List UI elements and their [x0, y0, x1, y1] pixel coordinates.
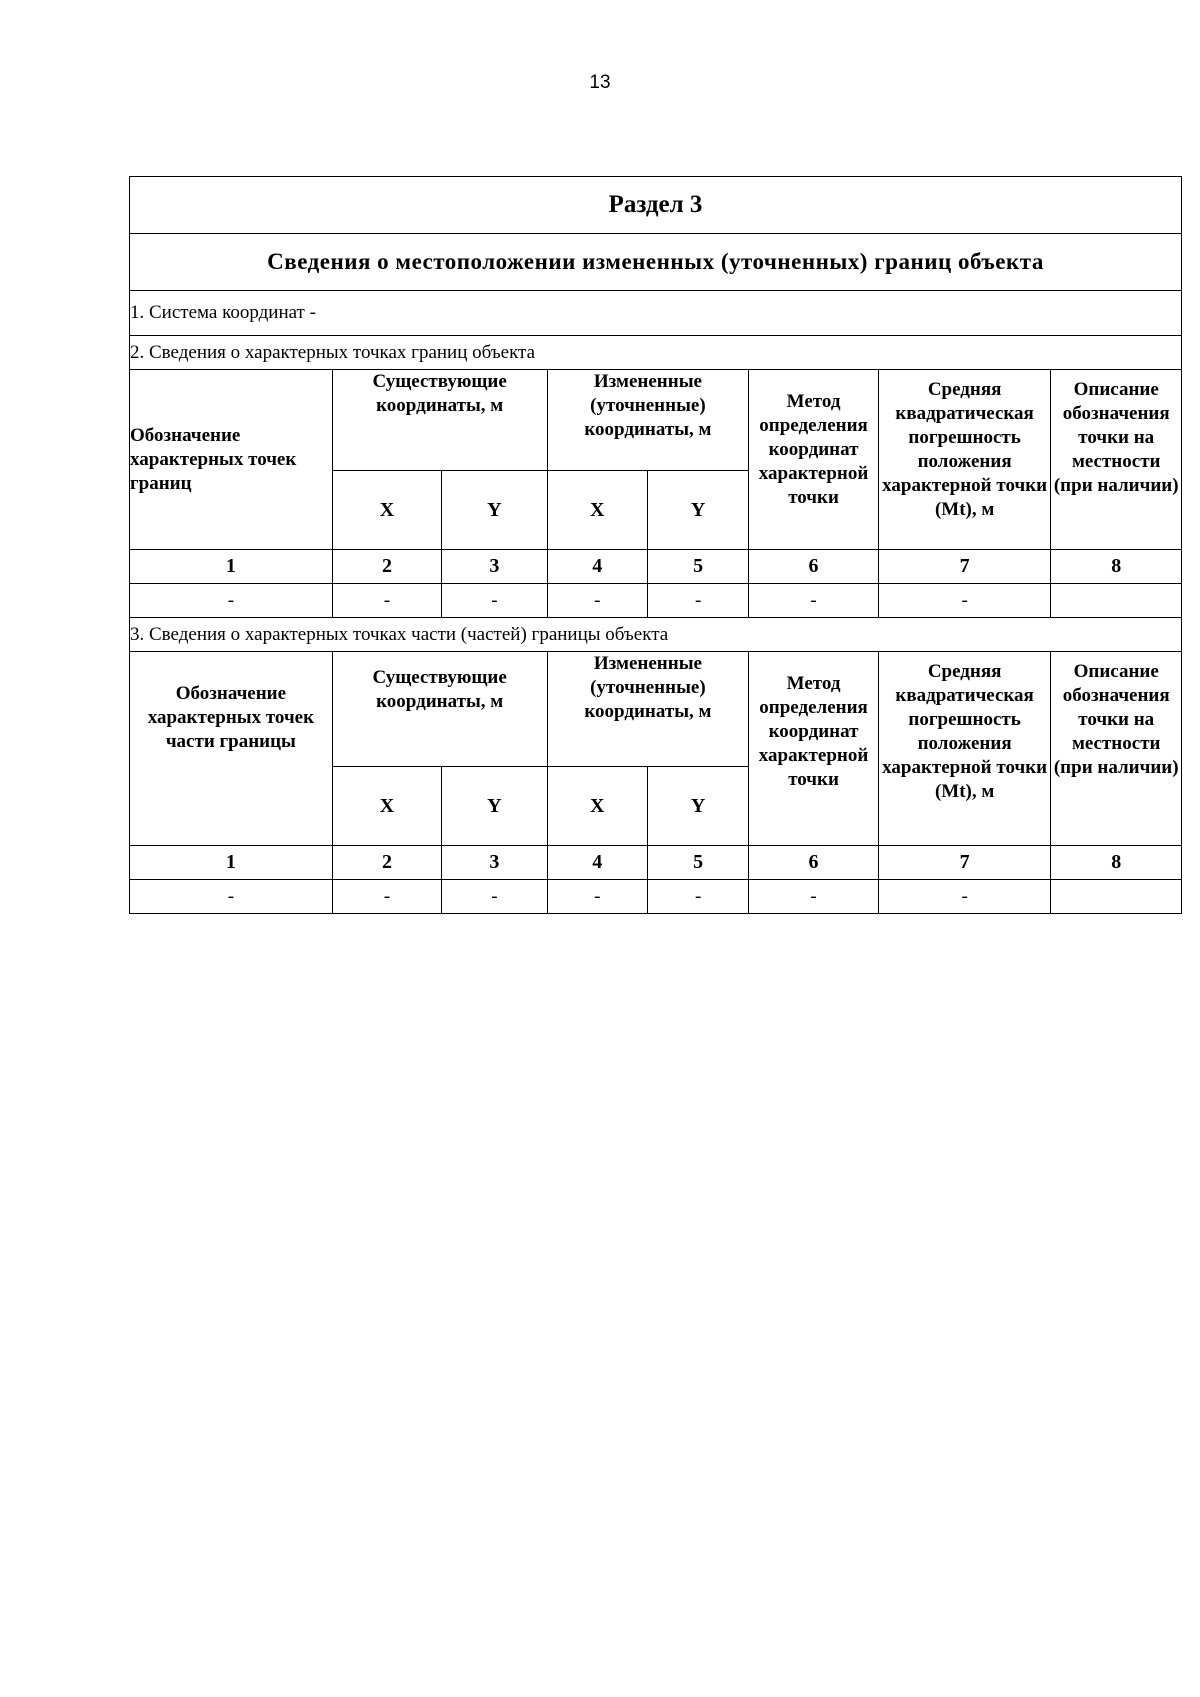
table1-colnum-6: 6	[749, 550, 878, 584]
section-3-table	[129, 176, 1182, 914]
table1-colnum-1: 1	[130, 550, 333, 584]
table2-colnum-3: 3	[442, 846, 547, 880]
table2-colnum-7: 7	[878, 846, 1051, 880]
table2-colnum-5: 5	[647, 846, 748, 880]
table1-caption: 2. Сведения о характерных точках границ объекта	[130, 336, 1182, 370]
table2-cell-1: -	[130, 880, 333, 914]
table1-existing-coords-header: Существующие координаты, м	[332, 370, 547, 471]
table2-method-header: Метод определения координат характерной точки	[749, 652, 878, 846]
table1-cell-7: -	[878, 584, 1051, 618]
coordinate-system: 1. Система координат -	[130, 291, 1182, 336]
table1-method-header: Метод определения координат характерной точки	[749, 370, 878, 550]
table1-existing-y: Y	[442, 471, 547, 550]
table2-description-header: Описание обозначения точки на местности (при наличии)	[1051, 652, 1182, 846]
table2-data-row	[130, 880, 1182, 914]
table1-error-header: Средняя квадратическая погрешность положения характерной точки (Mt), м	[878, 370, 1051, 550]
table2-cell-7: -	[878, 880, 1051, 914]
table2-error-header: Средняя квадратическая погрешность положения характерной точки (Mt), м	[878, 652, 1051, 846]
page-number: 13	[589, 72, 611, 93]
table1-colnum-3: 3	[442, 550, 547, 584]
table2-colnum-6: 6	[749, 846, 878, 880]
table2-existing-coords-header: Существующие координаты, м	[332, 652, 547, 767]
table2-colnum-8: 8	[1051, 846, 1182, 880]
table2-caption: 3. Сведения о характерных точках части (частей) границы объекта	[130, 618, 1182, 652]
table2-column-numbers	[130, 846, 1182, 880]
table1-colnum-4: 4	[547, 550, 647, 584]
table1-changed-y: Y	[647, 471, 748, 550]
table1-column-numbers	[130, 550, 1182, 584]
table2-cell-3: -	[442, 880, 547, 914]
table1-cell-6: -	[749, 584, 878, 618]
table1-col1-header: Обозначение характерных точек границ	[130, 370, 333, 550]
table1-colnum-5: 5	[647, 550, 748, 584]
table1-data-row	[130, 584, 1182, 618]
table1-existing-x: X	[332, 471, 441, 550]
table1-cell-2: -	[332, 584, 441, 618]
table2-changed-x: X	[547, 767, 647, 846]
table2-cell-8	[1051, 880, 1182, 914]
table1-cell-8	[1051, 584, 1182, 618]
table2-changed-y: Y	[647, 767, 748, 846]
table2-colnum-4: 4	[547, 846, 647, 880]
table2-changed-coords-header: Измененные (уточненные) координаты, м	[547, 652, 749, 767]
table1-changed-x: X	[547, 471, 647, 550]
table1-changed-coords-header: Измененные (уточненные) координаты, м	[547, 370, 749, 471]
table2-cell-6: -	[749, 880, 878, 914]
table1-cell-4: -	[547, 584, 647, 618]
table2-existing-x: X	[332, 767, 441, 846]
table1-colnum-7: 7	[878, 550, 1051, 584]
table2-col1-header: Обозначение характерных точек части границы	[130, 652, 333, 846]
table1-cell-3: -	[442, 584, 547, 618]
table1-colnum-8: 8	[1051, 550, 1182, 584]
table1-description-header: Описание обозначения точки на местности (при наличии)	[1051, 370, 1182, 550]
table2-cell-5: -	[647, 880, 748, 914]
section-title: Раздел 3	[130, 177, 1182, 234]
table1-cell-1: -	[130, 584, 333, 618]
table2-colnum-2: 2	[332, 846, 441, 880]
table1-cell-5: -	[647, 584, 748, 618]
table2-cell-4: -	[547, 880, 647, 914]
section-subtitle: Сведения о местоположении измененных (уточненных) границ объекта	[130, 234, 1182, 291]
table2-cell-2: -	[332, 880, 441, 914]
table1-colnum-2: 2	[332, 550, 441, 584]
table2-existing-y: Y	[442, 767, 547, 846]
table2-colnum-1: 1	[130, 846, 333, 880]
